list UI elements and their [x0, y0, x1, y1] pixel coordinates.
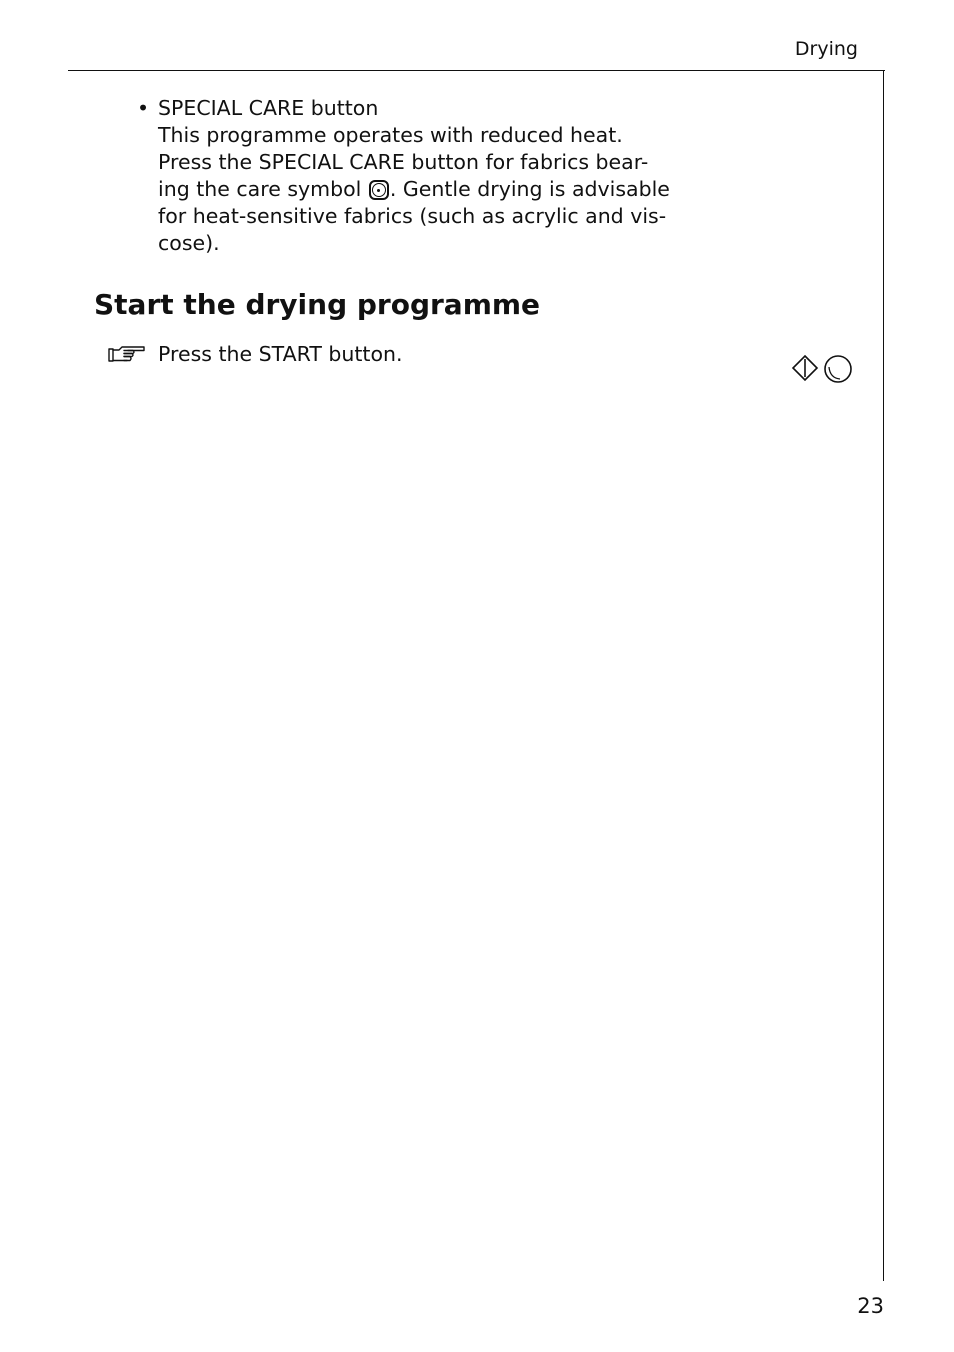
special-care-line-3	[158, 176, 670, 203]
page-number: 23	[857, 1294, 884, 1318]
special-care-text	[158, 95, 670, 257]
start-diamond-icon	[793, 356, 817, 380]
section-heading: Start the drying programme	[94, 288, 541, 321]
special-care-line-5: cose).	[158, 231, 220, 255]
margin-rule	[883, 70, 884, 1281]
special-care-line-2: Press the SPECIAL CARE button for fabrics bear-	[158, 150, 649, 174]
special-care-title: SPECIAL CARE button	[158, 96, 379, 120]
special-care-line-4: for heat-sensitive fabrics (such as acrylic and vis-	[158, 204, 667, 228]
special-care-line-3-start: ing the care symbol	[158, 177, 368, 201]
start-button-icons	[790, 352, 856, 384]
section-label: Drying	[794, 38, 858, 60]
start-instruction: Press the START button.	[158, 342, 403, 366]
bullet-icon: •	[137, 96, 150, 120]
pointing-hand-icon	[108, 344, 146, 364]
gentle-drying-care-symbol-icon	[369, 180, 389, 200]
header-rule	[68, 70, 885, 71]
start-circle-icon	[825, 356, 851, 382]
special-care-line-1: This programme operates with reduced heat.	[158, 123, 623, 147]
special-care-line-3-end: . Gentle drying is advisable	[389, 177, 670, 201]
